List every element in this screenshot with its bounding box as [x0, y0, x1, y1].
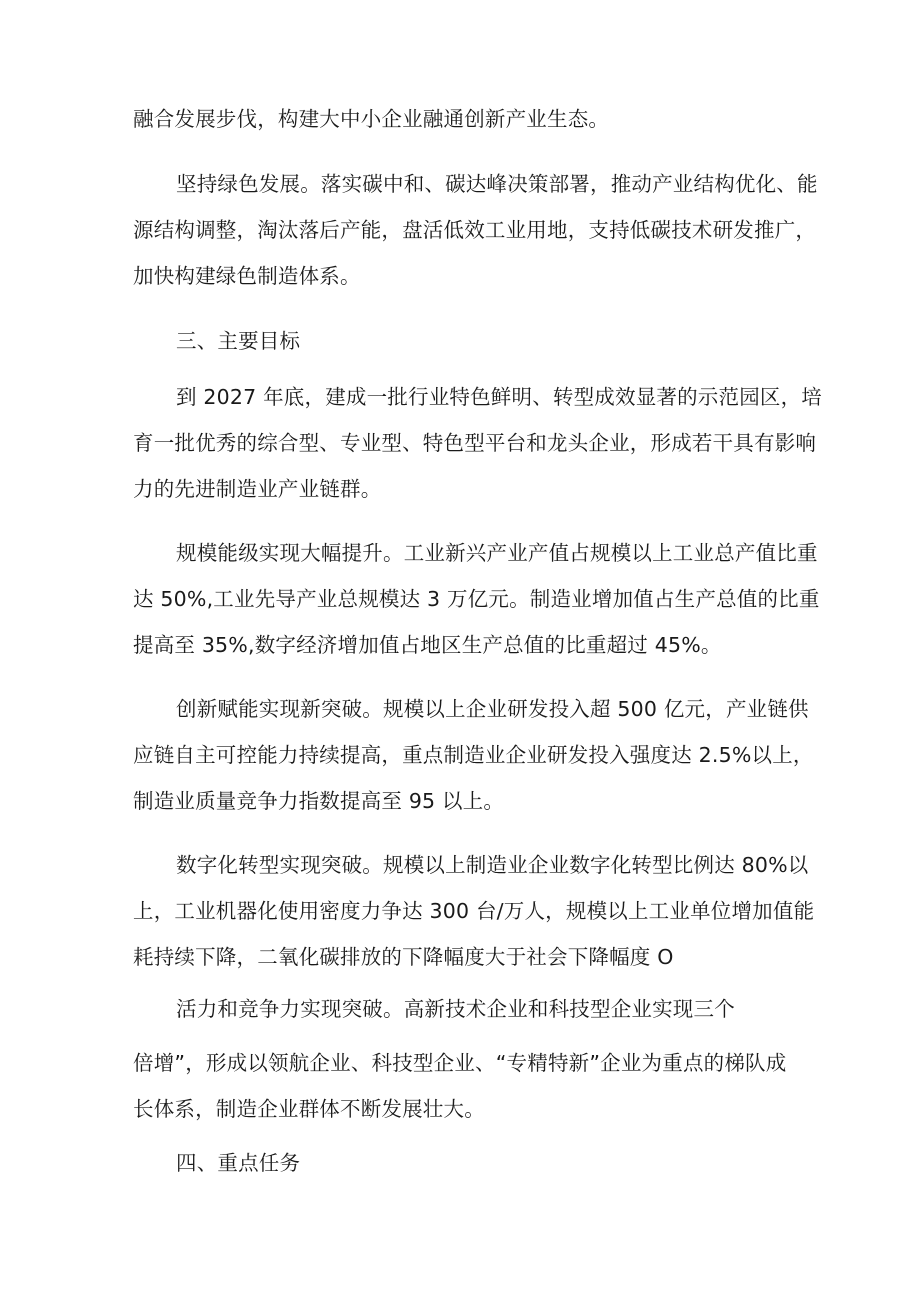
paragraph-scale-line-3: 提高至 35%,数字经济增加值占地区生产总值的比重超过 45%。	[133, 633, 722, 657]
section-heading-main-goals: 三、主要目标	[176, 329, 301, 353]
text-line-continuation-1: 融合发展步伐，构建大中小企业融通创新产业生态。	[133, 107, 610, 131]
paragraph-innovation-line-2: 应链自主可控能力持续提高，重点制造业企业研发投入强度达 2.5%以上，	[133, 743, 814, 767]
paragraph-innovation-line-1: 创新赋能实现新突破。规模以上企业研发投入超 500 亿元，产业链供	[176, 697, 809, 721]
paragraph-innovation-line-3: 制造业质量竞争力指数提高至 95 以上。	[133, 789, 505, 813]
paragraph-vitality-line-2: 倍增”，形成以领航企业、科技型企业、“专精特新”企业为重点的梯队成	[133, 1051, 787, 1075]
paragraph-digital-line-2: 上，工业机器化使用密度力争达 300 台/万人，规模以上工业单位增加值能	[133, 899, 815, 923]
paragraph-2027-goal-line-2: 育一批优秀的综合型、专业型、特色型平台和龙头企业，形成若干具有影响	[133, 431, 817, 455]
paragraph-scale-line-1: 规模能级实现大幅提升。工业新兴产业产值占规模以上工业总产值比重	[176, 541, 818, 565]
paragraph-2027-goal-line-1: 到 2027 年底，建成一批行业特色鲜明、转型成效显著的示范园区，培	[176, 385, 823, 409]
paragraph-digital-line-3: 耗持续下降，二氧化碳排放的下降幅度大于社会下降幅度 O	[133, 945, 674, 969]
section-heading-key-tasks: 四、重点任务	[176, 1151, 301, 1175]
paragraph-digital-line-1: 数字化转型实现突破。规模以上制造业企业数字化转型比例达 80%以	[176, 853, 809, 877]
paragraph-scale-line-2: 达 50%,工业先导产业总规模达 3 万亿元。制造业增加值占生产总值的比重	[133, 587, 820, 611]
paragraph-green-development-line-3: 加快构建绿色制造体系。	[133, 264, 361, 288]
paragraph-2027-goal-line-3: 力的先进制造业产业链群。	[133, 477, 382, 501]
paragraph-vitality-line-1: 活力和竞争力实现突破。高新技术企业和科技型企业实现三个	[176, 997, 735, 1021]
paragraph-green-development-line-1: 坚持绿色发展。落实碳中和、碳达峰决策部署，推动产业结构优化、能	[176, 172, 818, 196]
paragraph-green-development-line-2: 源结构调整，淘汰落后产能，盘活低效工业用地，支持低碳技术研发推广，	[133, 218, 817, 242]
paragraph-vitality-line-3: 长体系，制造企业群体不断发展壮大。	[133, 1097, 485, 1121]
